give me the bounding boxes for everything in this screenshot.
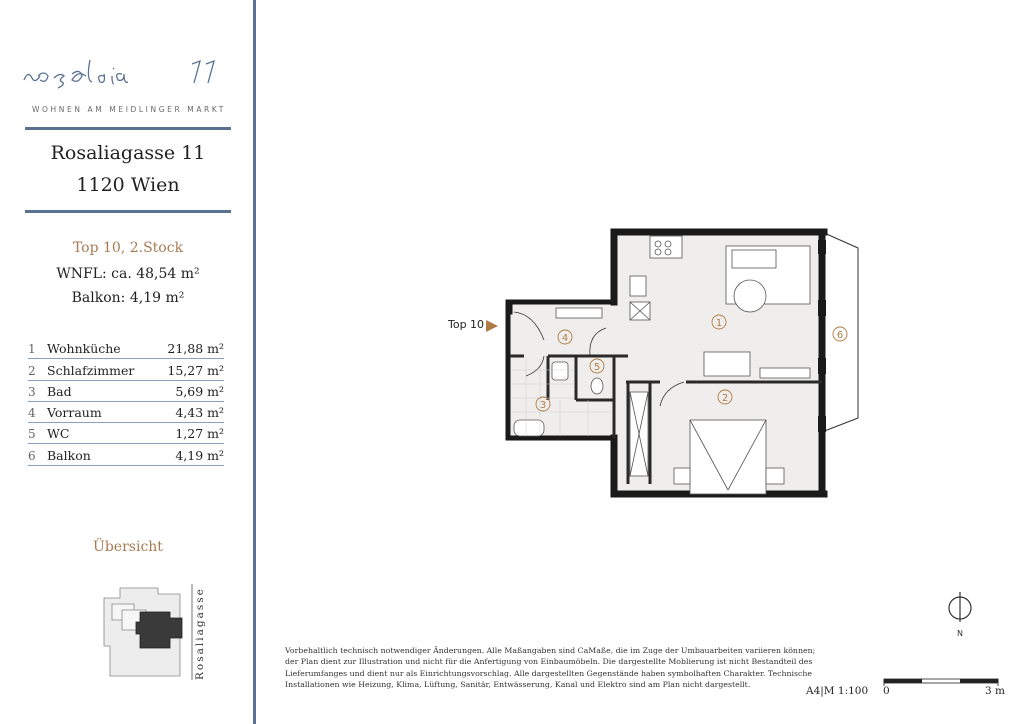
- unit-balkon: Balkon: 4,19 m²: [71, 290, 185, 306]
- room-number: 2: [28, 363, 36, 378]
- room-row: [28, 381, 224, 402]
- room-name: Bad: [47, 383, 72, 399]
- room-area: 4,19 m²: [175, 447, 224, 463]
- room-area: 1,27 m²: [175, 426, 224, 442]
- disclaimer: [285, 645, 845, 690]
- room-marker-6: 6: [836, 330, 844, 341]
- room-area: 5,69 m²: [175, 383, 224, 399]
- disclaimer-line: Lieferumfanges und dient nur als Einrichtungsvorschlag. Alle dargestellten Gegenstände haben symbolhaften Charakter. Technische: [285, 668, 812, 678]
- disclaimer-line: Vorbehaltlich technisch notwendiger Änderungen. Alle Maßangaben sind CaMaße, die im Zuge der Umbauarbeiten variieren können;: [285, 646, 816, 655]
- room-row: [28, 402, 224, 423]
- room-marker-1: 1: [715, 318, 723, 329]
- compass-label: N: [957, 629, 963, 638]
- room-area: 15,27 m²: [167, 362, 224, 378]
- scale-start: 0: [883, 685, 890, 697]
- disclaimer-line: der Plan dient zur Illustration und nicht für die Anfertigung von Einbaumöbeln. Die dargestellte Moblierung ist nicht Bestandteil des: [285, 657, 813, 667]
- room-number: 3: [28, 384, 36, 399]
- divider-top: [25, 127, 231, 130]
- room-list: [28, 338, 224, 466]
- room-number: 1: [28, 342, 36, 357]
- address-street: Rosaliagasse 11: [50, 142, 206, 164]
- address-city: 1120 Wien: [76, 174, 180, 196]
- room-name: WC: [47, 426, 70, 442]
- room-area: 4,43 m²: [175, 405, 224, 421]
- room-row: [28, 444, 224, 465]
- room-number: 4: [28, 406, 36, 421]
- overview-site-map: [100, 580, 220, 685]
- room-area: 21,88 m²: [167, 341, 224, 357]
- room-name: Balkon: [47, 447, 91, 463]
- room-row: [28, 338, 224, 359]
- overview-street-label: Rosaliagasse: [194, 587, 206, 680]
- overview-title: Übersicht: [93, 539, 163, 555]
- room-row: [28, 359, 224, 380]
- scale-end: 3 m: [985, 685, 1005, 697]
- room-name: Schlafzimmer: [47, 362, 135, 378]
- north-arrow-icon: [942, 590, 978, 640]
- info-sidebar: [0, 0, 256, 724]
- divider-bottom: [25, 210, 231, 213]
- floor-plan: [440, 222, 860, 507]
- sidebar-divider: [253, 0, 256, 724]
- logo-tagline: WOHNEN AM MEIDLINGER MARKT: [32, 105, 226, 114]
- room-number: 5: [28, 427, 36, 442]
- room-name: Vorraum: [47, 405, 102, 421]
- scale-label: A4|M 1:100: [806, 685, 869, 697]
- unit-title: Top 10, 2.Stock: [72, 240, 184, 256]
- entry-label: Top 10: [448, 318, 485, 331]
- room-marker-4: 4: [561, 333, 569, 344]
- unit-wnfl: WNFL: ca. 48,54 m²: [56, 266, 200, 282]
- room-row: [28, 423, 224, 444]
- room-marker-5: 5: [593, 362, 601, 373]
- room-marker-2: 2: [721, 393, 729, 404]
- room-marker-3: 3: [539, 400, 547, 411]
- room-name: Wohnküche: [47, 341, 121, 357]
- disclaimer-line: Installationen wie Heizung, Klima, Lüftung, Sanitär, Entwässerung, Kanal und Elektro sind am Plan nicht dargestellt.: [285, 679, 751, 689]
- room-number: 6: [28, 448, 36, 463]
